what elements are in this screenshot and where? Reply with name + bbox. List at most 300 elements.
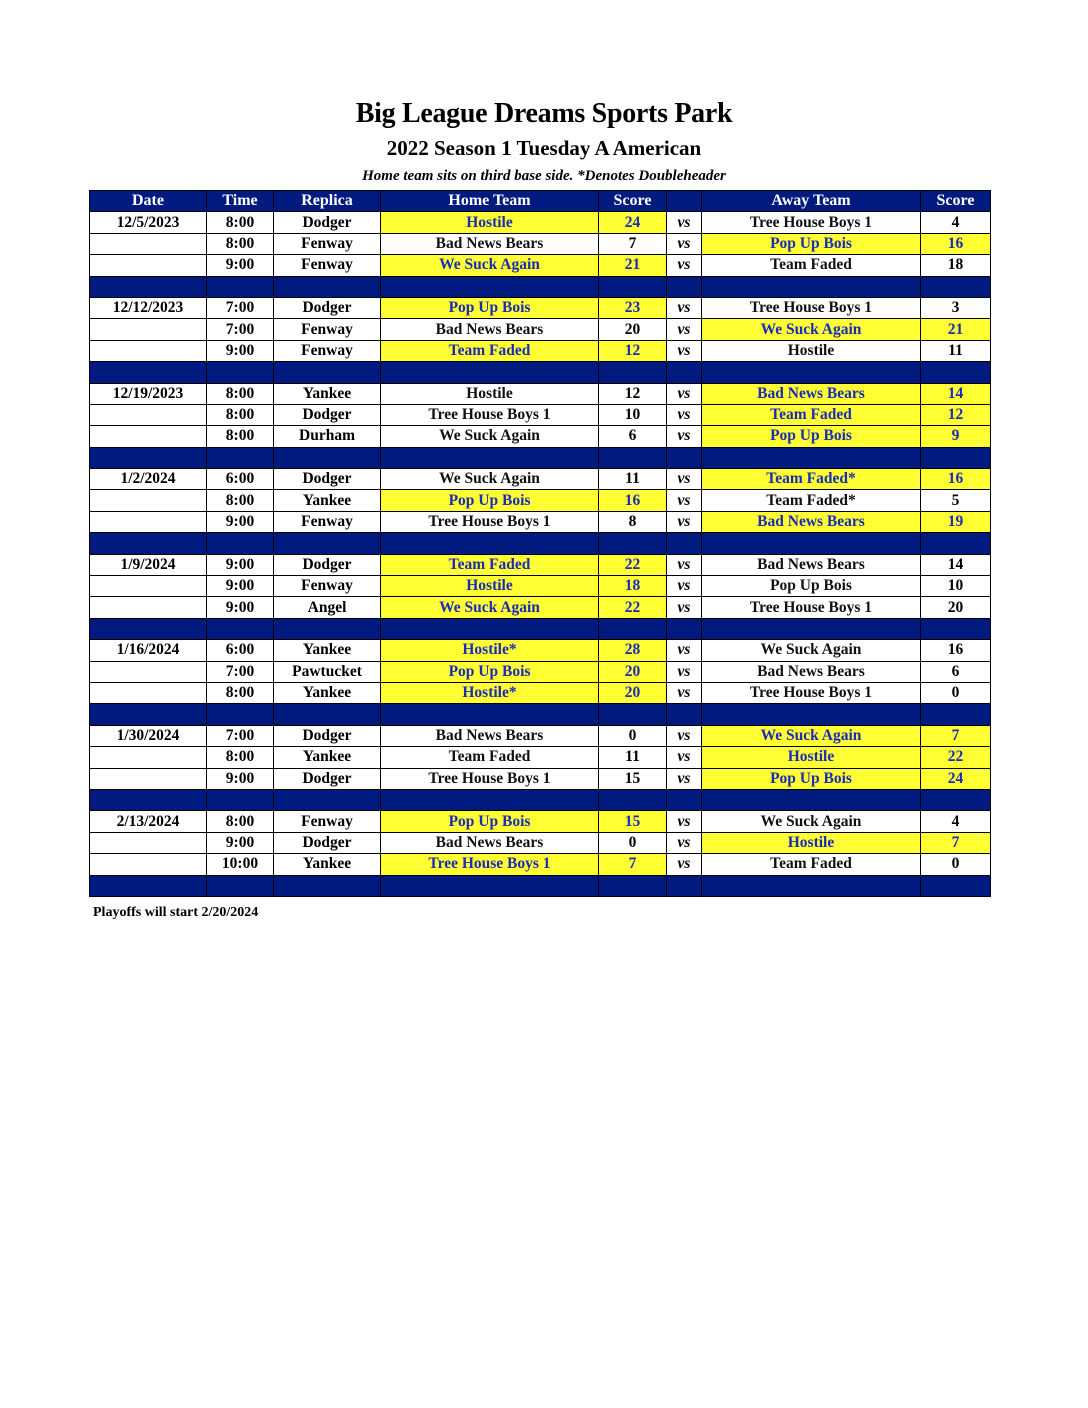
home-team: Pop Up Bois [381, 490, 599, 511]
game-row [90, 832, 991, 853]
playoffs-note: Playoffs will start 2/20/2024 [93, 905, 259, 920]
separator-cell [667, 875, 702, 896]
separator-cell [207, 789, 274, 810]
game-time: 8:00 [207, 811, 274, 832]
game-row [90, 212, 991, 233]
vs-label: vs [667, 747, 702, 768]
separator-cell [667, 618, 702, 639]
game-date: 2/13/2024 [90, 811, 207, 832]
vs-label: vs [667, 426, 702, 447]
separator-cell [274, 789, 381, 810]
away-team: Pop Up Bois [702, 233, 921, 254]
separator-cell [207, 362, 274, 383]
away-team: Pop Up Bois [702, 576, 921, 597]
separator-cell [274, 704, 381, 725]
vs-label: vs [667, 768, 702, 789]
game-replica: Dodger [274, 554, 381, 575]
home-score: 15 [599, 811, 667, 832]
game-date [90, 832, 207, 853]
vs-label: vs [667, 255, 702, 276]
away-score: 6 [921, 661, 991, 682]
vs-label: vs [667, 212, 702, 233]
game-date [90, 404, 207, 425]
home-score: 10 [599, 404, 667, 425]
game-time: 8:00 [207, 682, 274, 703]
separator-cell [702, 875, 921, 896]
separator-cell [381, 362, 599, 383]
home-team: Team Faded [381, 554, 599, 575]
home-score: 8 [599, 511, 667, 532]
separator-cell [702, 276, 921, 297]
separator-cell [90, 875, 207, 896]
away-score: 4 [921, 811, 991, 832]
home-score: 0 [599, 725, 667, 746]
game-date [90, 576, 207, 597]
col-header-away-score: Score [921, 191, 991, 212]
game-time: 8:00 [207, 383, 274, 404]
away-team: We Suck Again [702, 319, 921, 340]
vs-label: vs [667, 297, 702, 318]
away-team: Hostile [702, 340, 921, 361]
separator-cell [381, 704, 599, 725]
vs-label: vs [667, 511, 702, 532]
home-team: Hostile* [381, 682, 599, 703]
game-replica: Dodger [274, 212, 381, 233]
home-score: 20 [599, 682, 667, 703]
game-date: 12/19/2023 [90, 383, 207, 404]
separator-cell [90, 704, 207, 725]
home-score: 11 [599, 469, 667, 490]
home-team: We Suck Again [381, 255, 599, 276]
separator-cell [702, 447, 921, 468]
separator-cell [274, 447, 381, 468]
page-title: Big League Dreams Sports Park [355, 98, 733, 129]
game-time: 8:00 [207, 747, 274, 768]
separator-cell [702, 362, 921, 383]
game-date: 1/16/2024 [90, 640, 207, 661]
vs-label: vs [667, 554, 702, 575]
game-time: 7:00 [207, 661, 274, 682]
col-header-vs [667, 191, 702, 212]
week-separator-row [90, 447, 991, 468]
home-score: 22 [599, 554, 667, 575]
home-team: Bad News Bears [381, 233, 599, 254]
game-replica: Fenway [274, 255, 381, 276]
game-date: 1/9/2024 [90, 554, 207, 575]
col-header-home-score: Score [599, 191, 667, 212]
separator-cell [207, 276, 274, 297]
home-score: 11 [599, 747, 667, 768]
game-replica: Dodger [274, 832, 381, 853]
home-score: 7 [599, 233, 667, 254]
game-time: 9:00 [207, 554, 274, 575]
game-date [90, 255, 207, 276]
separator-cell [921, 704, 991, 725]
home-score: 15 [599, 768, 667, 789]
separator-cell [599, 875, 667, 896]
game-row [90, 490, 991, 511]
separator-cell [599, 704, 667, 725]
vs-label: vs [667, 383, 702, 404]
game-row [90, 640, 991, 661]
week-separator-row [90, 618, 991, 639]
schedule-body [90, 212, 991, 897]
game-row [90, 768, 991, 789]
home-team: Tree House Boys 1 [381, 854, 599, 875]
away-score: 7 [921, 725, 991, 746]
game-replica: Dodger [274, 297, 381, 318]
separator-cell [921, 447, 991, 468]
home-score: 7 [599, 854, 667, 875]
away-team: Bad News Bears [702, 661, 921, 682]
game-row [90, 233, 991, 254]
game-replica: Fenway [274, 319, 381, 340]
game-row [90, 255, 991, 276]
vs-label: vs [667, 640, 702, 661]
game-date [90, 490, 207, 511]
game-time: 7:00 [207, 297, 274, 318]
game-time: 9:00 [207, 340, 274, 361]
game-date [90, 511, 207, 532]
away-score: 16 [921, 469, 991, 490]
home-score: 28 [599, 640, 667, 661]
separator-cell [702, 789, 921, 810]
vs-label: vs [667, 490, 702, 511]
separator-cell [599, 447, 667, 468]
home-score: 18 [599, 576, 667, 597]
separator-cell [381, 533, 599, 554]
home-score: 16 [599, 490, 667, 511]
separator-cell [599, 618, 667, 639]
separator-cell [921, 362, 991, 383]
separator-cell [921, 789, 991, 810]
home-score: 6 [599, 426, 667, 447]
separator-cell [381, 447, 599, 468]
game-replica: Yankee [274, 854, 381, 875]
game-replica: Yankee [274, 490, 381, 511]
vs-label: vs [667, 661, 702, 682]
game-date [90, 768, 207, 789]
separator-cell [274, 276, 381, 297]
separator-cell [667, 533, 702, 554]
col-header-date: Date [90, 191, 207, 212]
away-score: 12 [921, 404, 991, 425]
game-replica: Yankee [274, 747, 381, 768]
home-team: Team Faded [381, 340, 599, 361]
separator-cell [667, 447, 702, 468]
game-replica: Pawtucket [274, 661, 381, 682]
game-time: 8:00 [207, 490, 274, 511]
away-score: 0 [921, 854, 991, 875]
game-replica: Durham [274, 426, 381, 447]
week-separator-row [90, 276, 991, 297]
week-separator-row [90, 362, 991, 383]
separator-cell [207, 447, 274, 468]
game-time: 9:00 [207, 576, 274, 597]
game-date: 1/30/2024 [90, 725, 207, 746]
home-team: Tree House Boys 1 [381, 511, 599, 532]
home-team: Tree House Boys 1 [381, 768, 599, 789]
separator-cell [90, 618, 207, 639]
separator-cell [599, 789, 667, 810]
home-team: Bad News Bears [381, 319, 599, 340]
away-team: Tree House Boys 1 [702, 212, 921, 233]
away-team: Team Faded* [702, 469, 921, 490]
season-subtitle: 2022 Season 1 Tuesday A American [386, 136, 702, 160]
game-row [90, 811, 991, 832]
home-team: Hostile [381, 576, 599, 597]
game-date [90, 319, 207, 340]
away-score: 0 [921, 682, 991, 703]
away-team: Team Faded [702, 854, 921, 875]
away-score: 10 [921, 576, 991, 597]
away-team: Team Faded* [702, 490, 921, 511]
away-score: 16 [921, 640, 991, 661]
away-score: 21 [921, 319, 991, 340]
game-row [90, 297, 991, 318]
game-replica: Fenway [274, 811, 381, 832]
game-row [90, 383, 991, 404]
game-row [90, 725, 991, 746]
game-date: 1/2/2024 [90, 469, 207, 490]
game-row [90, 469, 991, 490]
game-row [90, 576, 991, 597]
home-score: 12 [599, 340, 667, 361]
game-row [90, 404, 991, 425]
game-replica: Dodger [274, 404, 381, 425]
vs-label: vs [667, 340, 702, 361]
home-team: We Suck Again [381, 597, 599, 618]
col-header-replica: Replica [274, 191, 381, 212]
away-team: Pop Up Bois [702, 768, 921, 789]
header-row [90, 191, 991, 212]
away-score: 20 [921, 597, 991, 618]
away-team: We Suck Again [702, 725, 921, 746]
separator-cell [667, 362, 702, 383]
away-team: Team Faded [702, 404, 921, 425]
home-score: 24 [599, 212, 667, 233]
away-team: Hostile [702, 747, 921, 768]
home-team: Hostile [381, 383, 599, 404]
game-date [90, 682, 207, 703]
away-score: 24 [921, 768, 991, 789]
game-date [90, 340, 207, 361]
vs-label: vs [667, 682, 702, 703]
separator-cell [207, 704, 274, 725]
separator-cell [921, 533, 991, 554]
game-time: 9:00 [207, 768, 274, 789]
home-team: We Suck Again [381, 426, 599, 447]
home-team: Team Faded [381, 747, 599, 768]
game-row [90, 340, 991, 361]
game-time: 6:00 [207, 469, 274, 490]
away-team: We Suck Again [702, 640, 921, 661]
separator-cell [90, 789, 207, 810]
separator-cell [90, 533, 207, 554]
game-replica: Fenway [274, 511, 381, 532]
game-replica: Fenway [274, 233, 381, 254]
game-date: 12/12/2023 [90, 297, 207, 318]
away-score: 11 [921, 340, 991, 361]
game-time: 9:00 [207, 255, 274, 276]
separator-cell [921, 276, 991, 297]
game-replica: Angel [274, 597, 381, 618]
game-replica: Yankee [274, 682, 381, 703]
game-row [90, 661, 991, 682]
away-score: 22 [921, 747, 991, 768]
home-score: 0 [599, 832, 667, 853]
home-score: 23 [599, 297, 667, 318]
away-score: 7 [921, 832, 991, 853]
vs-label: vs [667, 832, 702, 853]
game-time: 8:00 [207, 212, 274, 233]
separator-cell [381, 618, 599, 639]
home-team: Tree House Boys 1 [381, 404, 599, 425]
week-separator-row [90, 789, 991, 810]
separator-cell [381, 276, 599, 297]
vs-label: vs [667, 233, 702, 254]
game-time: 7:00 [207, 319, 274, 340]
separator-cell [921, 875, 991, 896]
home-score: 20 [599, 319, 667, 340]
separator-cell [207, 875, 274, 896]
game-row [90, 426, 991, 447]
game-date [90, 597, 207, 618]
vs-label: vs [667, 597, 702, 618]
vs-label: vs [667, 319, 702, 340]
home-team: Bad News Bears [381, 832, 599, 853]
game-row [90, 319, 991, 340]
schedule-note: Home team sits on third base side. *Denotes Doubleheader [362, 168, 726, 184]
vs-label: vs [667, 811, 702, 832]
week-separator-row [90, 704, 991, 725]
week-separator-row [90, 533, 991, 554]
separator-cell [667, 704, 702, 725]
separator-cell [921, 618, 991, 639]
separator-cell [702, 704, 921, 725]
away-score: 14 [921, 383, 991, 404]
game-time: 9:00 [207, 597, 274, 618]
away-team: Team Faded [702, 255, 921, 276]
game-time: 6:00 [207, 640, 274, 661]
game-date [90, 747, 207, 768]
game-row [90, 747, 991, 768]
away-team: We Suck Again [702, 811, 921, 832]
separator-cell [207, 618, 274, 639]
away-score: 16 [921, 233, 991, 254]
game-row [90, 597, 991, 618]
away-team: Tree House Boys 1 [702, 597, 921, 618]
game-date [90, 426, 207, 447]
away-score: 18 [921, 255, 991, 276]
game-row [90, 511, 991, 532]
away-score: 3 [921, 297, 991, 318]
col-header-away-team: Away Team [702, 191, 921, 212]
separator-cell [274, 618, 381, 639]
separator-cell [90, 447, 207, 468]
away-score: 4 [921, 212, 991, 233]
game-replica: Fenway [274, 576, 381, 597]
vs-label: vs [667, 854, 702, 875]
home-score: 20 [599, 661, 667, 682]
home-team: Bad News Bears [381, 725, 599, 746]
vs-label: vs [667, 469, 702, 490]
vs-label: vs [667, 576, 702, 597]
separator-cell [274, 533, 381, 554]
away-team: Pop Up Bois [702, 426, 921, 447]
game-time: 8:00 [207, 233, 274, 254]
col-header-time: Time [207, 191, 274, 212]
separator-cell [702, 618, 921, 639]
separator-cell [599, 362, 667, 383]
home-team: We Suck Again [381, 469, 599, 490]
separator-cell [667, 789, 702, 810]
separator-cell [667, 276, 702, 297]
week-separator-row [90, 875, 991, 896]
away-team: Bad News Bears [702, 511, 921, 532]
game-time: 7:00 [207, 725, 274, 746]
game-replica: Fenway [274, 340, 381, 361]
away-team: Bad News Bears [702, 383, 921, 404]
home-team: Pop Up Bois [381, 811, 599, 832]
game-replica: Dodger [274, 469, 381, 490]
separator-cell [90, 276, 207, 297]
game-row [90, 682, 991, 703]
vs-label: vs [667, 404, 702, 425]
game-replica: Yankee [274, 640, 381, 661]
separator-cell [274, 362, 381, 383]
away-score: 19 [921, 511, 991, 532]
vs-label: vs [667, 725, 702, 746]
game-date [90, 233, 207, 254]
away-team: Hostile [702, 832, 921, 853]
separator-cell [599, 533, 667, 554]
col-header-home-team: Home Team [381, 191, 599, 212]
separator-cell [381, 789, 599, 810]
game-date [90, 854, 207, 875]
game-date [90, 661, 207, 682]
separator-cell [207, 533, 274, 554]
home-team: Hostile [381, 212, 599, 233]
game-time: 8:00 [207, 426, 274, 447]
away-score: 5 [921, 490, 991, 511]
game-replica: Yankee [274, 383, 381, 404]
game-replica: Dodger [274, 725, 381, 746]
away-team: Tree House Boys 1 [702, 682, 921, 703]
game-time: 10:00 [207, 854, 274, 875]
separator-cell [381, 875, 599, 896]
home-team: Pop Up Bois [381, 297, 599, 318]
game-date: 12/5/2023 [90, 212, 207, 233]
schedule-table [89, 190, 991, 897]
game-row [90, 854, 991, 875]
separator-cell [90, 362, 207, 383]
home-team: Pop Up Bois [381, 661, 599, 682]
game-replica: Dodger [274, 768, 381, 789]
away-team: Tree House Boys 1 [702, 297, 921, 318]
home-score: 22 [599, 597, 667, 618]
separator-cell [274, 875, 381, 896]
game-time: 9:00 [207, 511, 274, 532]
home-team: Hostile* [381, 640, 599, 661]
separator-cell [599, 276, 667, 297]
game-time: 9:00 [207, 832, 274, 853]
away-score: 9 [921, 426, 991, 447]
home-score: 21 [599, 255, 667, 276]
game-row [90, 554, 991, 575]
separator-cell [702, 533, 921, 554]
home-score: 12 [599, 383, 667, 404]
